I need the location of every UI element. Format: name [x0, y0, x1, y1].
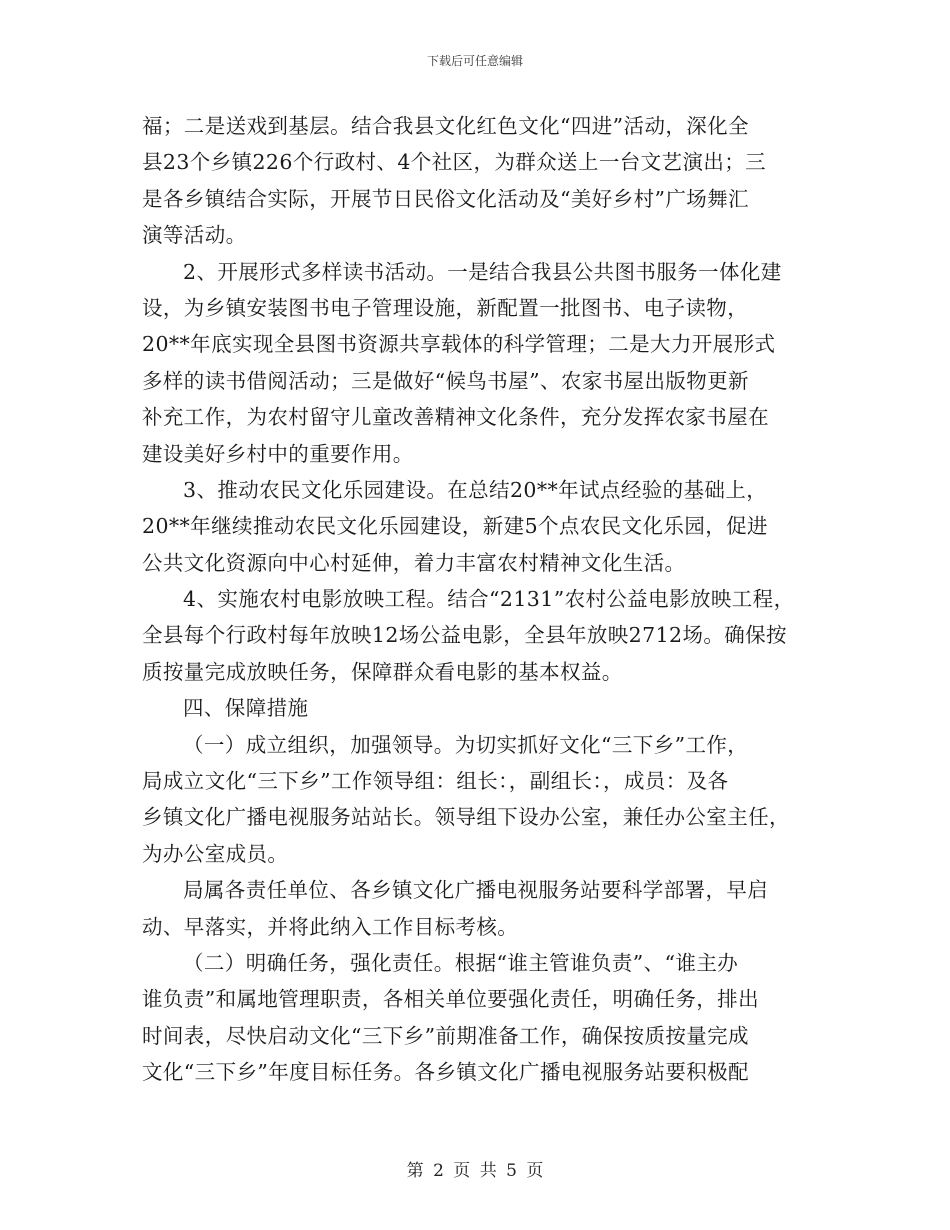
text-line: 乡镇文化广播电视服务站站长。领导组下设办公室，兼任办公室主任， — [142, 805, 790, 830]
text-line: 全县每个行政村每年放映12场公益电影，全县年放映2712场。确保按 — [142, 623, 787, 648]
text-line: 设，为乡镇安装图书电子管理设施，新配置一批图书、电子读物， — [142, 295, 749, 320]
paragraph-start: 4、实施农村电影放映工程。结合“2131”农村公益电影放映工程， — [183, 587, 795, 612]
text-line: 20**年继续推动农民文化乐园建设，新建5个点农民文化乐园，促进 — [142, 514, 768, 539]
text-line: 时间表，尽快启动文化“三下乡”前期准备工作，确保按质按量完成 — [142, 1023, 749, 1048]
paragraph-start: （二）明确任务，强化责任。根据“谁主管谁负责”、“谁主办 — [183, 950, 739, 975]
page-footer: 第 2 页 共 5 页 — [406, 1161, 544, 1181]
text-line: 局成立文化“三下乡”工作领导组：组长：，副组长：，成员：及各 — [142, 769, 729, 794]
text-line: 建设美好乡村中的重要作用。 — [142, 441, 414, 466]
text-line: 动、早落实，并将此纳入工作目标考核。 — [142, 914, 519, 939]
text-line: 补充工作，为农村留守儿童改善精神文化条件，充分发挥农家书屋在 — [142, 405, 769, 430]
paragraph-start: 2、开展形式多样读书活动。一是结合我县公共图书服务一体化建 — [183, 259, 782, 284]
text-line: 公共文化资源向中心村延伸，着力丰富农村精神文化生活。 — [142, 550, 686, 575]
text-line: 演等活动。 — [142, 223, 247, 248]
page-header: 下载后可任意编辑 — [426, 54, 523, 68]
text-line: 20**年底实现全县图书资源共享载体的科学管理；二是大力开展形式 — [142, 332, 776, 357]
text-line: 质按量完成放映任务，保障群众看电影的基本权益。 — [142, 659, 623, 684]
paragraph-start: 局属各责任单位、各乡镇文化广播电视服务站要科学部署，早启 — [183, 878, 769, 903]
section-heading: 四、保障措施 — [183, 696, 309, 721]
paragraph-start: （一）成立组织，加强领导。为切实抓好文化“三下乡”工作， — [183, 732, 749, 757]
paragraph-start: 3、推动农民文化乐园建设。在总结20**年试点经验的基础上， — [183, 477, 768, 502]
text-line: 多样的读书借阅活动；三是做好“候鸟书屋”、农家书屋出版物更新 — [142, 368, 749, 393]
text-line: 县23个乡镇226个行政村、4个社区，为群众送上一台文艺演出；三 — [142, 150, 767, 175]
text-line: 为办公室成员。 — [142, 841, 289, 866]
text-line: 文化“三下乡”年度目标任务。各乡镇文化广播电视服务站要积极配 — [142, 1060, 749, 1085]
text-line: 福；二是送戏到基层。结合我县文化红色文化“四进”活动，深化全 — [142, 114, 749, 138]
document-body — [142, 108, 822, 1091]
text-line: 谁负责”和属地管理职责，各相关单位要强化责任，明确任务，排出 — [142, 987, 759, 1012]
text-line: 是各乡镇结合实际，开展节日民俗文化活动及“美好乡村”广场舞汇 — [142, 186, 749, 211]
